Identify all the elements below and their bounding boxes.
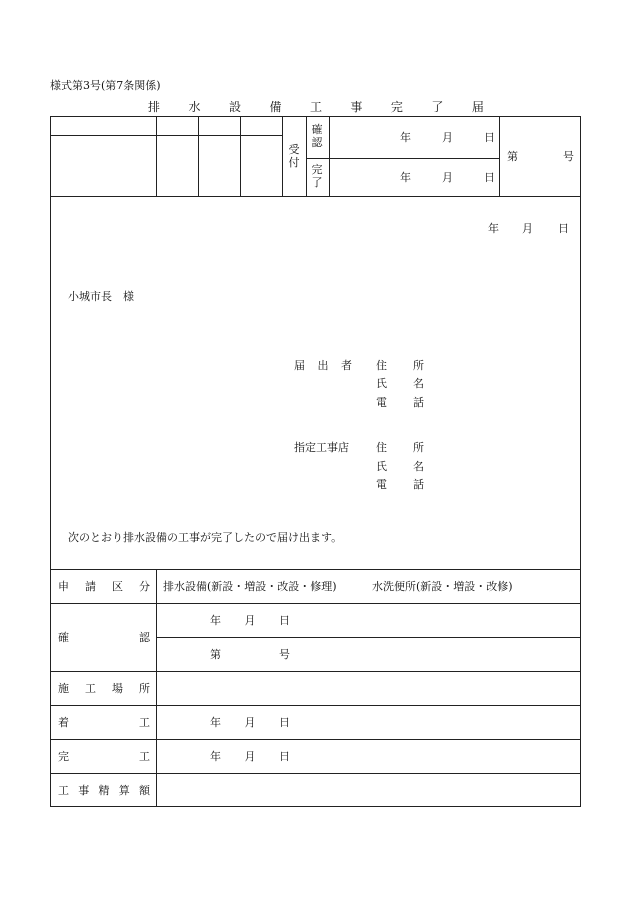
addressee: 小城市長 様 xyxy=(68,290,134,303)
kakunin-label: 確認 xyxy=(311,123,323,149)
contractor-name-label: 氏 名 xyxy=(376,460,424,473)
notifier-label: 届 出 者 xyxy=(294,359,352,372)
toilet-option: 水洗便所(新設・増設・改修) xyxy=(372,580,513,593)
completion-date: 年 月 日 xyxy=(210,750,290,763)
details-column-line xyxy=(156,569,157,807)
form-title: 排 水 設 備 工 事 完 了 届 xyxy=(148,100,484,114)
body-month: 月 xyxy=(522,222,533,235)
start-label: 着 工 xyxy=(58,716,150,729)
details-row-line xyxy=(50,739,581,740)
confirm-year: 年 xyxy=(400,131,411,144)
start-date: 年 月 日 xyxy=(210,716,290,729)
notifier-address-label: 住 所 xyxy=(376,359,424,372)
contractor-label: 指定工事店 xyxy=(294,441,349,454)
construction-site-label: 施 工 場 所 xyxy=(58,682,150,695)
details-row-line xyxy=(50,705,581,706)
receipt-row-line xyxy=(50,135,282,136)
receipt-divider xyxy=(282,116,283,197)
complete-month: 月 xyxy=(442,171,453,184)
uketsuke-label: 受付 xyxy=(288,143,300,169)
confirm-day: 日 xyxy=(484,131,495,144)
body-day: 日 xyxy=(558,222,569,235)
contractor-address-label: 住 所 xyxy=(376,441,424,454)
receipt-dai: 第 xyxy=(507,150,518,163)
receipt-divider xyxy=(198,116,199,197)
receipt-divider xyxy=(240,116,241,197)
confirmation-date: 年 月 日 xyxy=(210,614,290,627)
kanryo-label: 完了 xyxy=(311,163,323,189)
receipt-go: 号 xyxy=(563,150,574,163)
receipt-row-line xyxy=(306,158,499,159)
complete-year: 年 xyxy=(400,171,411,184)
receipt-divider xyxy=(156,116,157,197)
details-row-line xyxy=(50,671,581,672)
confirmation-number: 第 号 xyxy=(210,648,290,661)
application-type-label: 申 請 区 分 xyxy=(58,580,150,593)
form-body xyxy=(50,196,581,570)
details-row-line xyxy=(50,603,581,604)
receipt-divider xyxy=(306,116,307,197)
details-row-line xyxy=(50,773,581,774)
drainage-option: 排水設備(新設・増設・改設・修理) xyxy=(163,580,337,593)
statement: 次のとおり排水設備の工事が完了したので届け出ます。 xyxy=(68,531,343,544)
form-number: 様式第3号(第7条関係) xyxy=(50,79,161,92)
contractor-phone-label: 電 話 xyxy=(376,478,424,491)
confirmation-label: 確 認 xyxy=(58,631,150,644)
receipt-divider xyxy=(499,116,500,197)
body-year: 年 xyxy=(488,222,499,235)
notifier-phone-label: 電 話 xyxy=(376,396,424,409)
notifier-name-label: 氏 名 xyxy=(376,377,424,390)
settlement-amount-label: 工 事 精 算 額 xyxy=(58,784,150,797)
details-row-line xyxy=(156,637,581,638)
complete-day: 日 xyxy=(484,171,495,184)
confirm-month: 月 xyxy=(442,131,453,144)
completion-label: 完 工 xyxy=(58,750,150,763)
receipt-divider xyxy=(329,116,330,197)
